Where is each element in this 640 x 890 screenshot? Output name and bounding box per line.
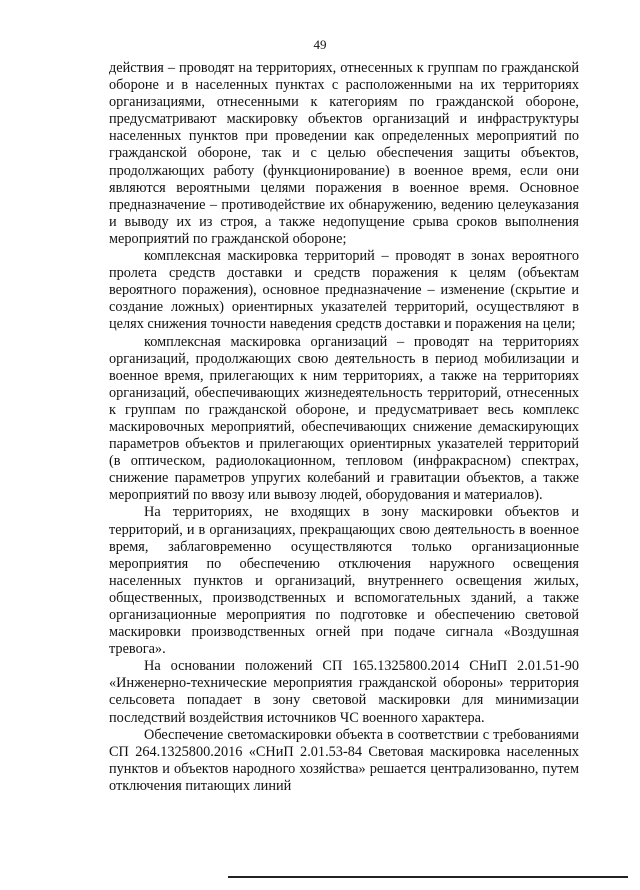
paragraph-organization-camouflage: комплексная маскировка организаций – проводят на территориях организаций, продолжающих свою деятельность в период мобилизации и военное время, прилегающих к ним территориях, а также на территориях организаций, обеспечивающих жизнедеятельность территорий, отнесенных к группам по гражданской обороне, и предусматривает весь комплекс маскировочных мероприятий, обеспечивающих снижение демаскирующих параметров объектов и прилегающих ориентирных указателей территорий (в оптическом, радиолокационном, тепловом (инфракрасном) спектрах, снижение параметров упругих колебаний и гравитации объектов, а также мероприятий по ввозу или вывозу людей, оборудования и материалов). — [109, 333, 579, 504]
paragraph-continuation: действия – проводят на территориях, отнесенных к группам по гражданской обороне и в населенных пунктах с расположенными на их территориях организациями, отнесенными к категориям по гражданской обороне, предусматривают маскировку объектов организаций и инфраструктуры населенных пунктов при проведении как определенных мероприятий по гражданской обороне, так и с целью обеспечения защиты объектов, продолжающих работу (функционирование) в военное время, если они являются вероятными целями поражения в военное время. Основное предназначение – противодействие их обнаружению, ведению целеуказания и выводу их из строя, а также недопущение срыва сроков выполнения мероприятий по гражданской обороне; — [109, 60, 579, 247]
paragraph-organizational-measures: На территориях, не входящих в зону маскировки объектов и территорий, и в организациях, прекращающих свою деятельность в военное время, заблаговременно осуществляются только организационные мероприятия по обеспечению отключения наружного освещения населенных пунктов и организаций, внутреннего освещения жилых, общественных, производственных и вспомогательных зданий, а также организационные мероприятия по подготовке и обеспечению световой маскировки производственных огней при подаче сигнала «Воздушная тревога». — [109, 504, 579, 658]
paragraph-light-masking-provision: Обеспечение светомаскировки объекта в соответствии с требованиями СП 264.1325800.2016 «СНиП 2.01.53-84 Световая маскировка населенных пунктов и объектов народного хозяйства» решается централизованно, путем отключения питающих линий — [109, 726, 579, 794]
document-body — [109, 60, 579, 795]
bottom-rule — [228, 876, 628, 878]
page-number: 49 — [313, 37, 327, 52]
paragraph-light-masking-zone: На основании положений СП 165.1325800.2014 СНиП 2.01.51-90 «Инженерно-технические мероприятия гражданской обороны» территория сельсовета попадает в зону световой маскировки для минимизации последствий воздействия источников ЧС военного характера. — [109, 658, 579, 726]
paragraph-territory-camouflage: комплексная маскировка территорий – проводят в зонах вероятного пролета средств доставки и средств поражения к целям (объектам вероятного поражения), основное предназначение – изменение (скрытие и создание ложных) ориентирных указателей территорий, осуществляют в целях снижения точности наведения средств доставки и поражения на цели; — [109, 248, 579, 333]
